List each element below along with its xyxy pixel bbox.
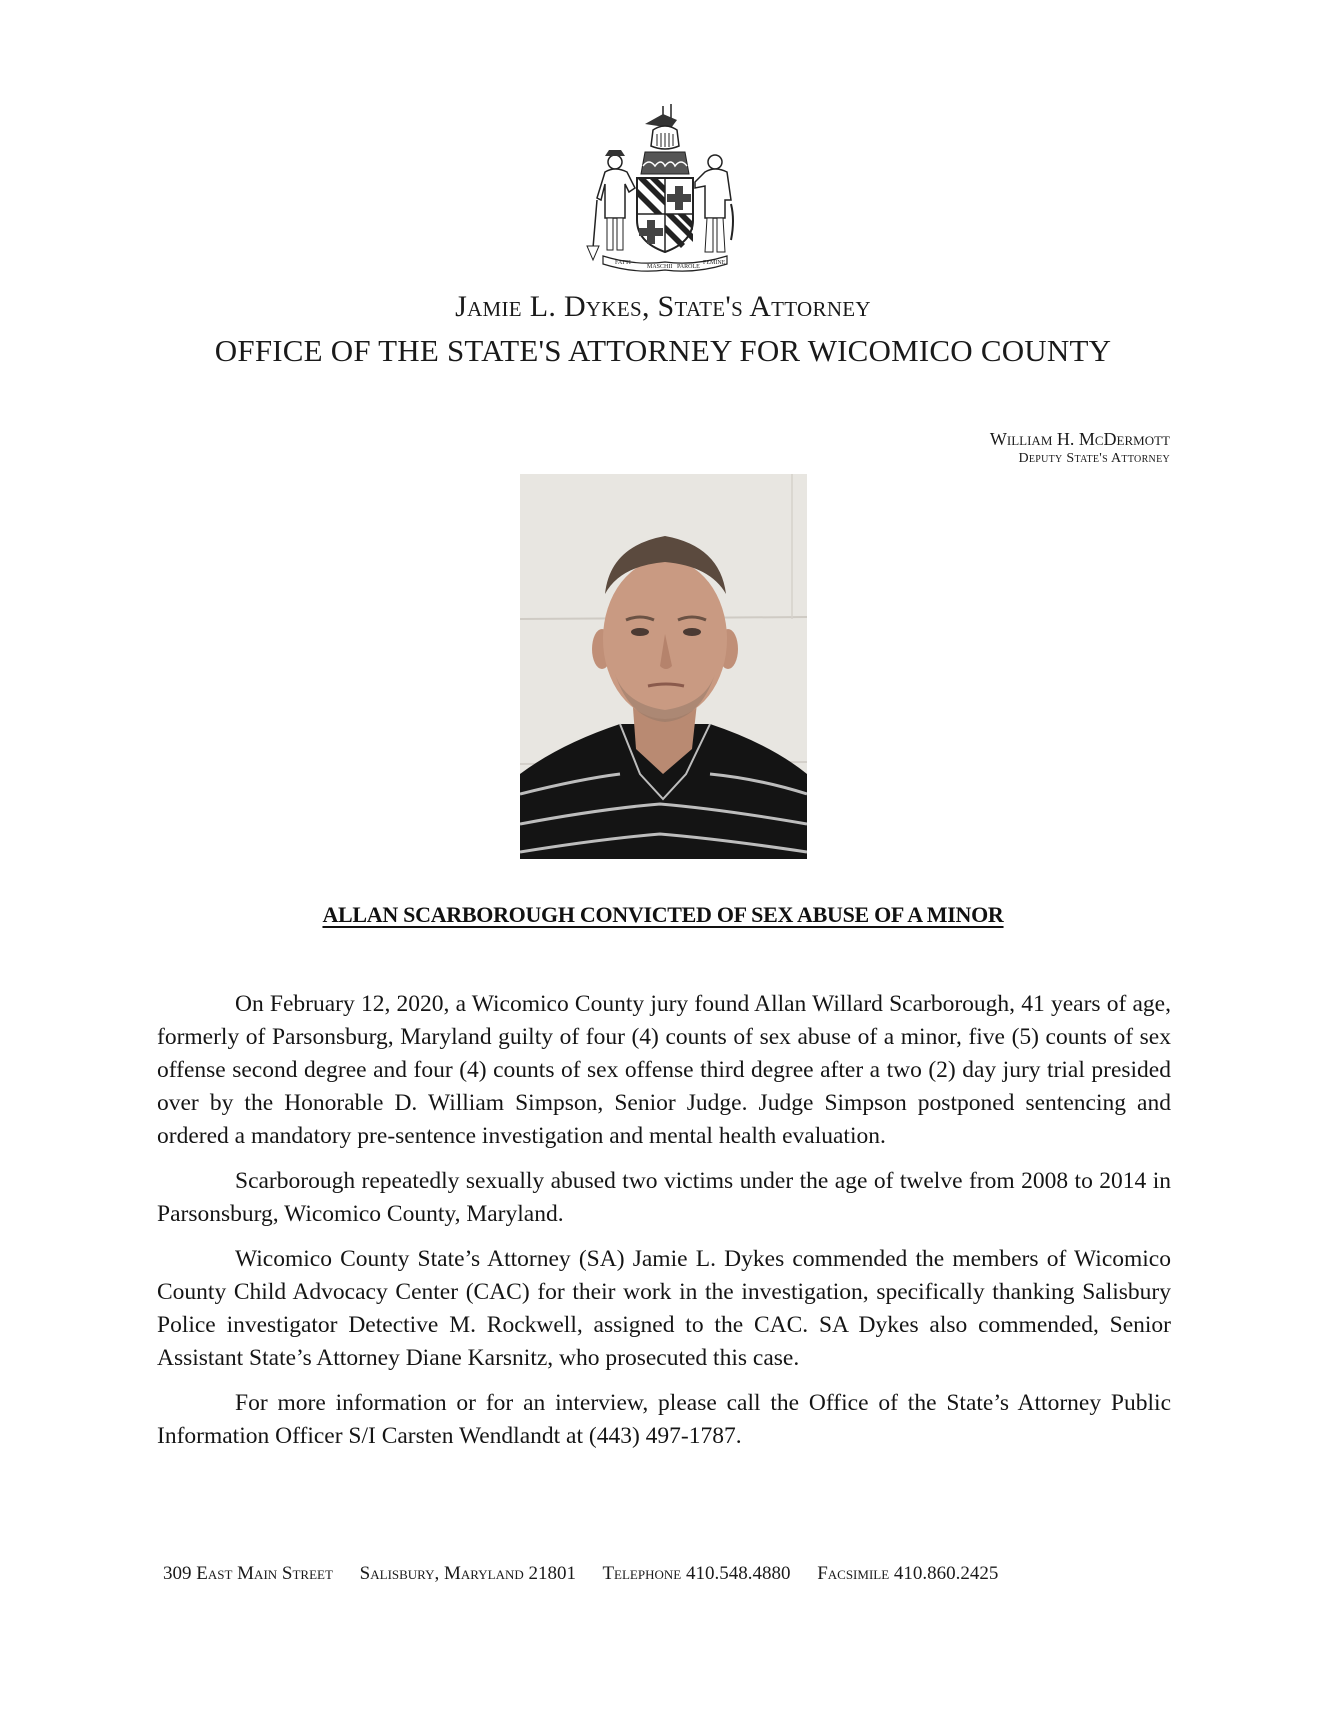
deputy-block	[990, 428, 1170, 468]
deputy-name: William H. McDermott	[989, 429, 1170, 449]
svg-text:FEMINE: FEMINE	[703, 260, 726, 266]
paragraph-contact: For more information or for an interview, please call the Office of the State’s Attorney Public Information Officer S/I Carsten Wendlandt at (443) 497-1787.	[157, 1390, 1171, 1449]
headline	[0, 902, 1326, 928]
paragraph-commendation: Wicomico County State’s Attorney (SA) Jamie L. Dykes commended the members of Wicomico County Child Advocacy Center (CAC) for their work in the investigation, specifically thanking Salisbury Police investigator Detective M. Rockwell, assigned to the CAC. SA Dykes also commended, Senior Assistant State’s Attorney Diane Karsnitz, who prosecuted this case.	[157, 1246, 1171, 1371]
deputy-title: Deputy State's Attorney	[1018, 451, 1170, 466]
footer-facsimile: Facsimile 410.860.2425	[817, 1563, 999, 1584]
footer-address: 309 East Main Street	[163, 1563, 333, 1584]
state-attorney-name: Jamie L. Dykes, State's Attorney	[455, 290, 871, 323]
svg-text:MASCHII: MASCHII	[647, 264, 673, 270]
letterhead-footer	[163, 1563, 1173, 1585]
footer-telephone: Telephone 410.548.4880	[602, 1563, 791, 1584]
booking-photo	[520, 474, 807, 859]
office-name: OFFICE OF THE STATE'S ATTORNEY FOR WICOMICO COUNTY	[214, 333, 1112, 368]
headline-text: ALLAN SCARBOROUGH CONVICTED OF SEX ABUSE OF A MINOR	[322, 902, 1004, 927]
press-release-body	[157, 988, 1171, 1465]
paragraph-verdict: On February 12, 2020, a Wicomico County jury found Allan Willard Scarborough, 41 years of age, formerly of Parsonsburg, Maryland guilty of four (4) counts of sex abuse of a minor, five (5) counts of sex offense second degree and four (4) counts of sex offense third degree after a two (2) day jury trial presided over by the Honorable D. William Simpson, Senior Judge. Judge Simpson postponed sentencing and ordered a mandatory pre-sentence investigation and mental health evaluation.	[157, 991, 1171, 1149]
svg-text:PAROLE: PAROLE	[677, 264, 700, 270]
svg-text:FATTI: FATTI	[615, 260, 631, 266]
paragraph-offense: Scarborough repeatedly sexually abused two victims under the age of twelve from 2008 to 2014 in Parsonsburg, Wicomico County, Maryland.	[157, 1168, 1171, 1227]
footer-city: Salisbury, Maryland 21801	[359, 1563, 577, 1584]
maryland-state-seal-icon	[585, 100, 745, 275]
